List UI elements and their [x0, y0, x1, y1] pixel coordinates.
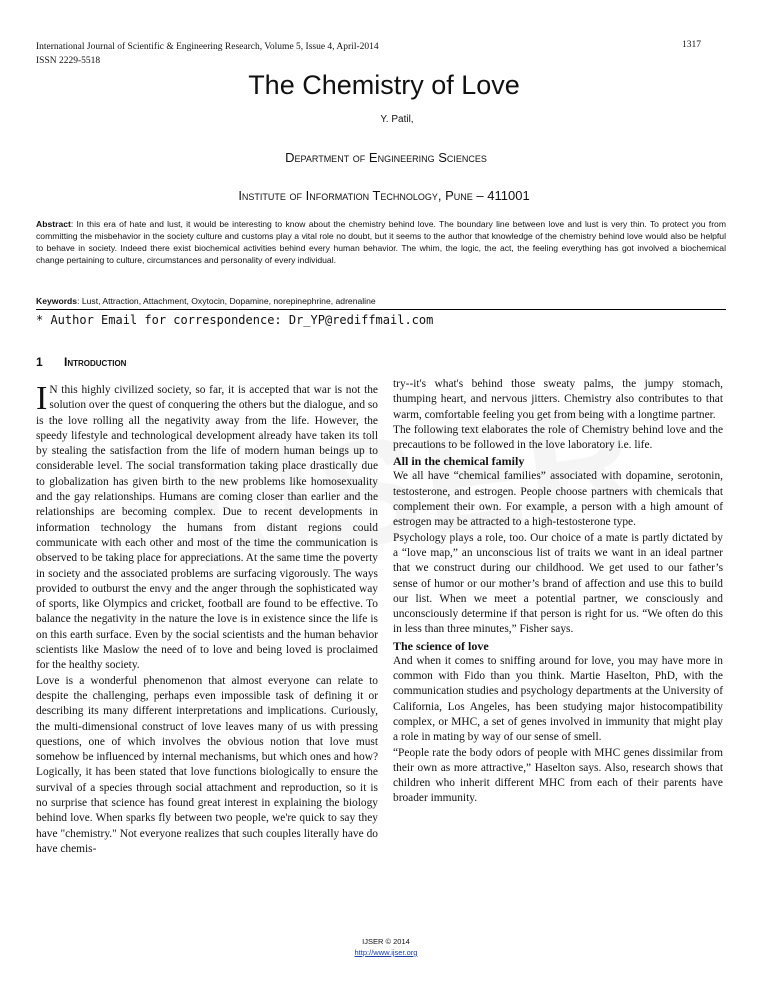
section-title: Introduction: [64, 355, 127, 369]
drop-cap: I: [36, 380, 48, 417]
issn: ISSN 2229-5518: [36, 56, 101, 66]
section-number: 1: [36, 355, 43, 369]
paper-title: The Chemistry of Love: [248, 70, 520, 100]
right-paragraph-4: Psychology plays a role, too. Our choice of a mate is partly dictated by a “love map,” an unconscious list of traits we want in an ideal partner that we construct during our childhood. We get used to our father’s sense of humor or our mother’s brand of affection and use this to build our list. When we meet a potential partner, we consciously and unconsciously determine if that person is right for us. “We often do this in less than three minutes,” Fisher says.: [393, 531, 723, 636]
abstract-label: Abstract: [36, 219, 71, 229]
author-email: * Author Email for correspondence: Dr_YP@rediffmail.com: [36, 313, 434, 327]
page-number: 1317: [682, 40, 701, 50]
keywords: [36, 296, 726, 306]
right-paragraph-1: try--it's what's behind those sweaty palms, the jumpy stomach, thumping heart, and nervous jitters. Chemistry also contributes to that warm, comfortable feeling you get from being with a longtime partner.: [393, 378, 723, 421]
abstract: [36, 219, 726, 267]
author: Y. Patil,: [380, 114, 414, 125]
footer-copyright: IJSER © 2014: [362, 937, 410, 946]
divider: [36, 309, 726, 310]
section-heading: [36, 355, 126, 369]
left-column: [36, 380, 379, 857]
page-footer: [0, 936, 768, 958]
right-column: [393, 377, 723, 807]
abstract-text: : In this era of hate and lust, it would be interesting to know about the chemistry behind love. The boundary line between love and lust is very thin. To protect you from committing the misbehavior in the society culture and customs play a vital role no doubt, but it seems to the author that knowledge of the chemistry behind love would also be helpful to behave in society. Indeed there exist biochemical activities behind every human behavior. The whim, the logic, the act, the feeling everything has got involved a biochemical change pertaining to culture, circumstances and personality of every individual.: [36, 219, 726, 265]
subheading-science-of-love: The science of love: [393, 638, 489, 653]
keywords-text: : Lust, Attraction, Attachment, Oxytocin, Dopamine, norepinephrine, adrenaline: [77, 296, 376, 306]
subheading-chemical-family: All in the chemical family: [393, 454, 525, 469]
right-paragraph-6: “People rate the body odors of people with MHC genes dissimilar from their own as more attractive,” Haselton says. Also, research shows that children who inherit different MHC from each of their parents have broader immunity.: [393, 746, 723, 805]
right-paragraph-2: The following text elaborates the role of Chemistry behind love and the precautions to be followed in the love laboratory i.e. life.: [393, 423, 723, 452]
running-header: [36, 40, 379, 68]
right-paragraph-3: We all have “chemical families” associated with dopamine, serotonin, testosterone, and estrogen. People choose partners with chemicals that complement their own. For example, a person with a high amount of estrogen may be attracted to a high-testosterone type.: [393, 470, 723, 529]
intro-paragraph-1: [36, 380, 379, 674]
intro-paragraph-1-text: N this highly civilized society, so far, it is accepted that war is not the solution over the quest of conquering the others but the dialogue, and so is the love rolling all the negativity away from the life. However, the speedy lifestyle and technological development already have taken its toll by stealing the satisfaction from the life of modern human beings up to considerable level. The social transformation taking place drastically due to globalization has given birth to the new problems like homosexuality and the gay relationships. Humans are coming closer than earlier and the relationships are becoming complex. Due to recent developments in information technology the humans from distant regions could communicate with each other and most of the time the communication is observed to be taking place for appreciations. At the same time the poverty in society and the associated problems are surfacing vigorously. The ways provided to outburst the envy and the anger through the sophisticated way of sports, like Olympics and cricket, football are found to be effective. To balance the negativity in the nature the love is in existence since the life is on this earth surface. Even by the social scientists and the human behavior scientists like Maslow the need of to love and being loved is proclaimed for the healthy society.: [36, 384, 379, 672]
institute: Institute of Information Technology, Pune – 411001: [238, 188, 530, 203]
department: Department of Engineering Sciences: [285, 150, 487, 165]
keywords-label: Keywords: [36, 296, 78, 306]
journal-line: International Journal of Scientific & Engineering Research, Volume 5, Issue 4, April-2014: [36, 42, 379, 52]
intro-paragraph-2: Love is a wonderful phenomenon that almost everyone can relate to despite the challenging, perhaps even impossible task of defining it or describing its many different interpretations and implications. Curiously, the multi-dimensional construct of love leaves many of us with pressing questions, one of which involves the obvious notion that love must somehow be influenced by internal mechanisms, but which ones and how? Logically, it has been stated that love functions biologically to ensure the survival of a species through social attachment and reproduction, so it is no surprise that science has found great interest in explaining the biology behind love. When sparks fly between two people, we're quick to say they have "chemistry." Not everyone realizes that such couples literally have do have chemis-: [36, 674, 378, 855]
footer-url-link[interactable]: http://www.ijser.org: [354, 948, 418, 957]
right-paragraph-5: And when it comes to sniffing around for love, you may have more in common with Fido than you think. Martie Haselton, PhD, with the communication studies and psychology departments at the University of California, Los Angeles, has been studying major histocompatibility complex, or MHC, a set of genes involved in immunity that might play a role in mating by way of our sense of smell.: [393, 654, 723, 744]
